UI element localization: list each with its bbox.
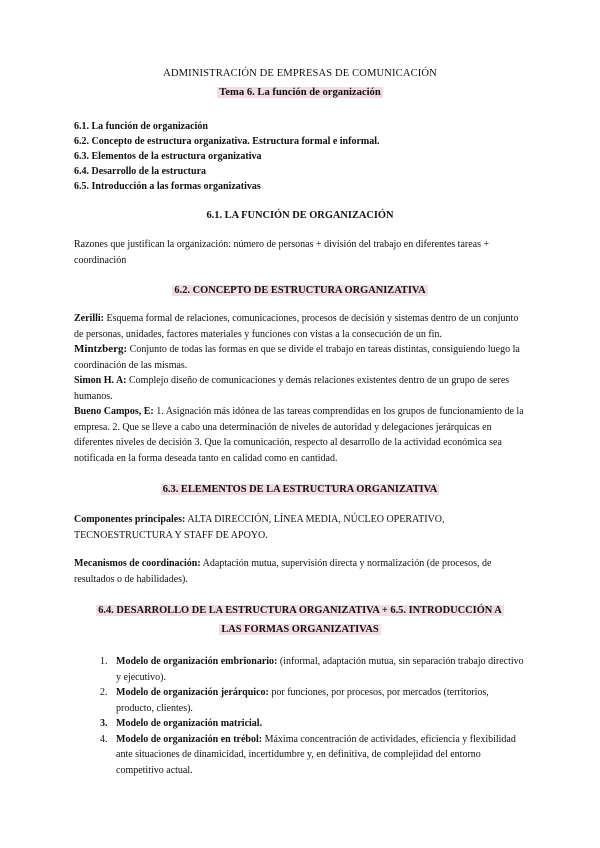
components-label: Componentes principales: [74,514,186,525]
components-text: ALTA DIRECCIÓN, LÍNEA MEDIA, NÚCLEO OPERATIVO, TECNOESTRUCTURA Y STAFF DE APOYO. [74,514,445,541]
definition-text: Conjunto de todas las formas en que se divide el trabajo en tareas distintas, consiguiendo luego la coordinación de las mismas. [74,344,520,371]
list-item [110,654,526,685]
topic-title: Tema 6. La función de organización [219,87,381,98]
toc-item: 6.3. Elementos de la estructura organizativa [74,151,262,162]
document-title: ADMINISTRACIÓN DE EMPRESAS DE COMUNICACIÓN [163,68,437,79]
definitions-list [74,311,526,466]
definition-mintzberg [74,342,526,373]
definition-simon [74,373,526,404]
section-heading-6-4-line2: LAS FORMAS ORGANIZATIVAS [221,624,379,635]
author-name: Bueno Campos, E: [74,406,154,417]
toc-item: 6.5. Introducción a las formas organizativas [74,181,261,192]
definition-bueno-campos [74,404,526,466]
model-label: Modelo de organización en trébol: [116,733,263,745]
toc-item: 6.4. Desarrollo de la estructura [74,166,207,177]
section-heading-6-3-wrap [74,479,526,497]
toc-item: 6.2. Concepto de estructura organizativa. Estructura formal e informal. [74,136,380,147]
list-item [110,685,526,716]
model-text: por funciones, por procesos, por mercados (territorios, producto, clientes). [116,687,489,714]
section-heading-6-2-wrap [74,280,526,298]
subtitle-wrap [74,82,526,100]
definition-zerilli [74,311,526,342]
section-heading-6-3: 6.3. ELEMENTOS DE LA ESTRUCTURA ORGANIZATIVA [162,484,438,495]
list-item [110,716,526,732]
organization-models-list [74,654,526,778]
definition-text: Complejo diseño de comunicaciones y demás relaciones existentes dentro de un grupo de seres humanos. [74,375,510,402]
model-label: Modelo de organización embrionario: [116,656,278,667]
section-heading-6-4-line1: 6.4. DESARROLLO DE LA ESTRUCTURA ORGANIZATIVA + 6.5. INTRODUCCIÓN A [98,605,502,616]
coordination-label: Mecanismos de coordinación: [74,558,201,569]
section-heading-6-2: 6.2. CONCEPTO DE ESTRUCTURA ORGANIZATIVA [174,285,426,296]
list-item [110,732,526,779]
definition-text: 1. Asignación más idónea de las tareas comprendidas en los grupos de funcionamiento de la empresa. 2. Que se lleve a cabo una determinación de niveles de autoridad y delegaciones jerárquicas en diferentes niveles de decisión 3. Que la comunicación, respecto al desarrollo de la actividad económica sea notificada en la forma deseada tanto en calidad como en cantidad. [74,406,524,464]
author-name: Mintzberg: [74,343,128,355]
section-heading-6-1: 6.1. LA FUNCIÓN DE ORGANIZACIÓN [206,210,394,221]
coordination-text: Adaptación mutua, supervisión directa y normalización (de procesos, de resultados o de habilidades). [74,558,492,585]
coordination-paragraph [74,556,526,587]
document-page [74,68,526,778]
section-6-1-text: Razones que justifican la organización: número de personas + división del trabajo en diferentes tareas + coordinación [74,239,490,266]
model-text: (informal, adaptación mutua, sin separación trabajo directivo y ejecutivo). [116,656,524,683]
author-name: Zerilli: [74,313,104,324]
model-text: Máxima concentración de actividades, eficiencia y flexibilidad ante situaciones de dinamicidad, incertidumbre y, en definitiva, de complejidad del entorno competitivo actual. [116,733,516,776]
toc-item: 6.1. La función de organización [74,121,208,132]
section-heading-6-4-wrap [74,600,526,638]
model-label: Modelo de organización matricial. [116,718,263,729]
author-name: Simon H. A: [74,375,127,386]
components-paragraph [74,512,526,543]
model-label: Modelo de organización jerárquico: [116,687,269,698]
table-of-contents [74,119,526,194]
definition-text: Esquema formal de relaciones, comunicaciones, procesos de decisión y sistemas dentro de un conjunto de personas, unidades, factores materiales y funciones con vistas a la consecución de un fin. [74,313,519,340]
